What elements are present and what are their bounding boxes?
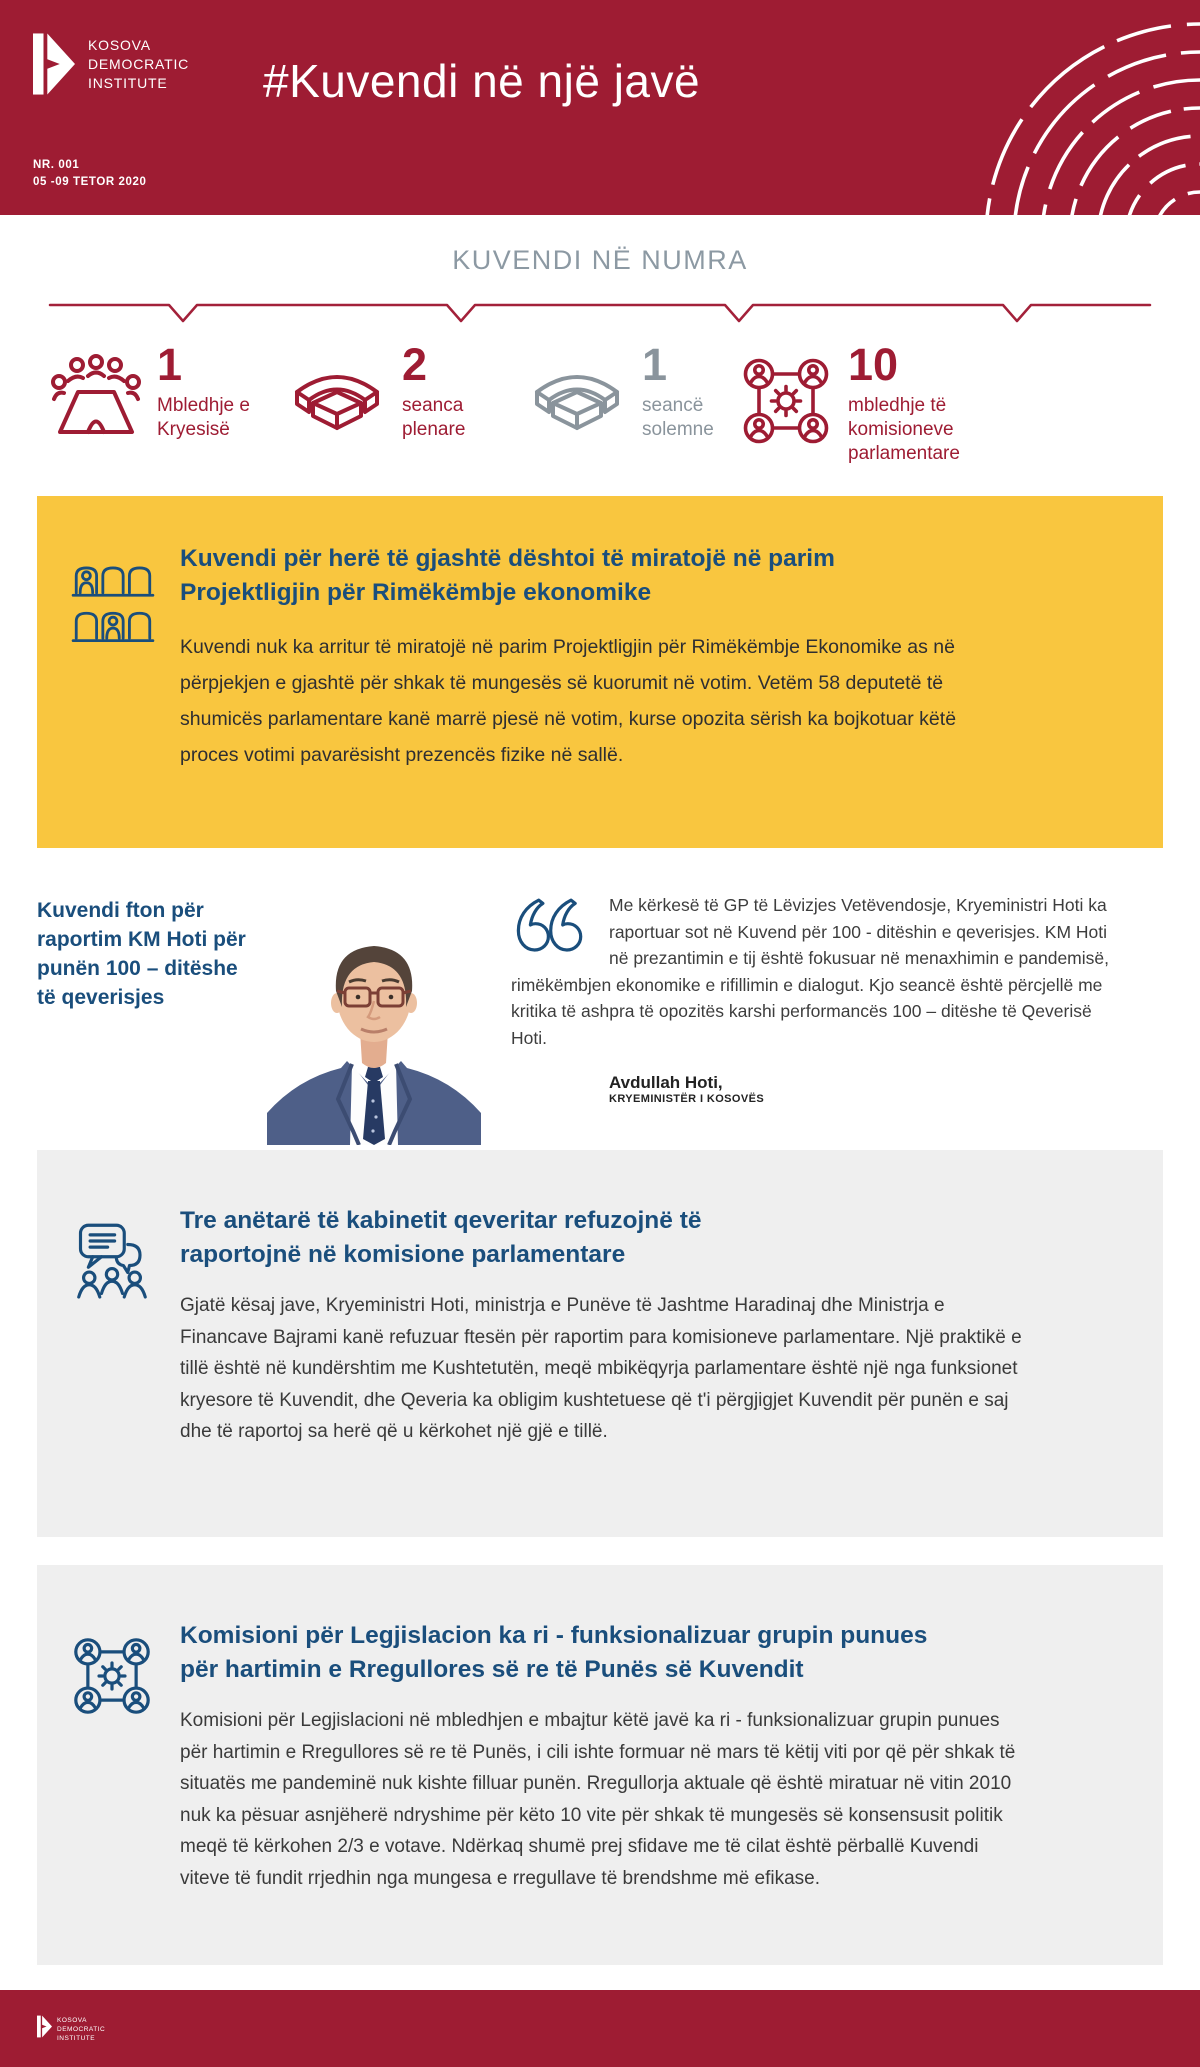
- article-content: [180, 1204, 1117, 1537]
- kdi-logo: [33, 33, 189, 95]
- article-title-line1: Komisioni për Legjislacion ka ri - funksionalizuar grupin punues: [180, 1622, 928, 1649]
- stat-label: mbledhje të komisioneve parlamentare: [848, 395, 960, 464]
- quote-text: Me kërkesë të GP të Lëvizjes Vetëvendosje, Kryeministri Hoti ka raportuar sot në Kuvend për 100 - ditëshin e qeverisjes. KM Hoti në prezantimin e tij është fokusuar në menaxhimin e pandemisë, rimëkëmbjen ekonomike e rifillimin e dialogut. Kjo seancë është përcjellë me kritika të ashpra të opozitës karshi performancës 100 – ditëshe të Qeverisë Hoti.: [511, 895, 1109, 1048]
- article-icon-col: [70, 1619, 180, 1965]
- issue-date-range: 05 -09 TETOR 2020: [33, 176, 147, 188]
- page-title: #Kuvendi në një javë: [263, 55, 701, 107]
- highlight-title: [180, 542, 1117, 610]
- logo-line: KOSOVA: [88, 37, 151, 53]
- stat-value: 10: [848, 339, 899, 390]
- header: [0, 0, 1200, 215]
- article-title: [180, 1619, 1117, 1687]
- issue-number: NR. 001: [33, 159, 80, 171]
- stat-presidency-meetings: [50, 339, 287, 466]
- stat-solemn-session: [527, 339, 739, 466]
- kdi-logo-icon: [37, 2015, 52, 2038]
- quote-block: [511, 848, 1163, 1150]
- section-title-numbers: KUVENDI NË NUMRA: [452, 245, 748, 275]
- stat-plenary-sessions: [287, 339, 527, 466]
- kdi-footer-logo: [37, 2015, 105, 2043]
- article-content: [180, 1619, 1117, 1965]
- logo-line: DEMOCRATIC: [88, 56, 190, 72]
- quote-attribution: [609, 1073, 1163, 1105]
- article-rules-committee: [37, 1565, 1163, 1965]
- attribution-name: Avdullah Hoti,: [609, 1073, 723, 1092]
- committee-network-icon: [70, 1629, 154, 1723]
- solemn-session-icon: [527, 354, 627, 434]
- quote-icon: [511, 896, 583, 956]
- stat-value: 1: [642, 339, 668, 390]
- decorative-arcs-icon: [770, 0, 1200, 215]
- kdi-footer-logo-text: [57, 2015, 105, 2043]
- stat-committee-meetings: [739, 339, 1154, 466]
- article-title-line2: për hartimin e Rregullores së re të Punës së Kuvendit: [180, 1656, 804, 1683]
- plenary-session-icon: [287, 354, 387, 434]
- quote-heading: Kuvendi fton për raportim KM Hoti për punën 100 – ditëshe të qeverisjes: [37, 899, 246, 1009]
- attribution-title: KRYEMINISTËR I KOSOVËS: [609, 1093, 765, 1105]
- highlight-box: [37, 496, 1163, 848]
- logo-line: INSTITUTE: [57, 2034, 96, 2042]
- article-title-line2: raportojnë në komisione parlamentare: [180, 1241, 626, 1268]
- kdi-logo-icon: [33, 33, 75, 95]
- logo-line: DEMOCRATIC: [57, 2025, 106, 2033]
- logo-line: INSTITUTE: [88, 75, 168, 91]
- hoti-photo: [249, 917, 511, 1150]
- article-body: Gjatë kësaj jave, Kryeministri Hoti, ministrja e Punëve të Jashtme Haradinaj dhe Ministrja e Financave Bajrami kanë refuzuar ftesën për raportim para komisioneve parlamentare. Një praktikë e tillë është në kundërshtim me Kushtetutën, meqë mbikëqyrja parlamentare është një nga funksionet kryesore të Kuvendit, dhe Qeveria ka obligim kushtetuese që t'i përgjigjet Kuvendit për punën e saj dhe të raportoj sa herë që u kërkohet një gjë e tillë.: [180, 1295, 1022, 1442]
- stat-label: seancë solemne: [642, 395, 714, 440]
- stat-label: Mbledhje e Kryesisë: [157, 395, 250, 440]
- stat-label: seanca plenare: [402, 395, 466, 440]
- hoti-portrait-icon: [249, 917, 499, 1145]
- highlight-body: Kuvendi nuk ka arritur të miratojë në parim Projektligjin për Rimëkëmbje Ekonomike as në përpjekjen e gjashtë për shkak të mungesës së kuorumit në votim. Vetëm 58 deputetë të shumicës parlamentare kanë marrë pjesë në votim, kurse opozita sërish ka bojkotuar këtë proces votimi pavarësisht prezencës fizike në sallë.: [180, 636, 957, 766]
- stats-row: [50, 339, 1154, 466]
- logo-line: KOSOVA: [57, 2016, 87, 2024]
- presidency-meeting-icon: [50, 354, 142, 436]
- issue-info: [33, 157, 147, 191]
- highlight-icon-col: [70, 542, 180, 848]
- article-icon-col: [70, 1204, 180, 1537]
- stat-text: [402, 339, 488, 466]
- stat-value: 2: [402, 339, 428, 390]
- discussion-icon: [70, 1214, 154, 1310]
- highlight-content: [180, 542, 1117, 848]
- stat-text: [848, 339, 988, 466]
- article-title: [180, 1204, 1117, 1272]
- article-body: Komisioni për Legjislacioni në mbledhjen e mbajtur këtë javë ka ri - funksionalizuar grupin punues për hartimin e Rregullores së re të Punës, i cili ishte formuar në mars të këtij viti por që për shkak të situatës me pandeminë nuk kishte filluar punën. Rregullorja aktuale që është miratuar në vitin 2010 nuk ka pësuar asnjëherë ndryshime për këto 10 vite për shkak të mungesës së konsensusit politik meqë të kërkohen 2/3 e votave. Ndërkaq shumë prej sfidave me të cilat është përballë Kuvendi viteve të fundit rrjedhin nga mungesa e rregullave të brendshme më efikase.: [180, 1710, 1016, 1889]
- committee-icon: [739, 354, 833, 448]
- highlight-title-line1: Kuvendi për herë të gjashtë dështoi të miratojë në parim: [180, 545, 835, 572]
- highlight-title-line2: Projektligjin për Rimëkëmbje ekonomike: [180, 579, 652, 606]
- article-ministers-refuse: [37, 1150, 1163, 1537]
- article-title-line1: Tre anëtarë të kabinetit qeveritar refuzojnë të: [180, 1207, 702, 1234]
- stat-text: [642, 339, 734, 466]
- quote-section: [37, 848, 1163, 1150]
- empty-seats-icon: [70, 552, 156, 662]
- kdi-logo-text: [88, 33, 189, 93]
- stat-value: 1: [157, 339, 183, 390]
- timeline-divider: [0, 300, 1200, 326]
- footer: [0, 1990, 1200, 2067]
- stat-text: [157, 339, 269, 466]
